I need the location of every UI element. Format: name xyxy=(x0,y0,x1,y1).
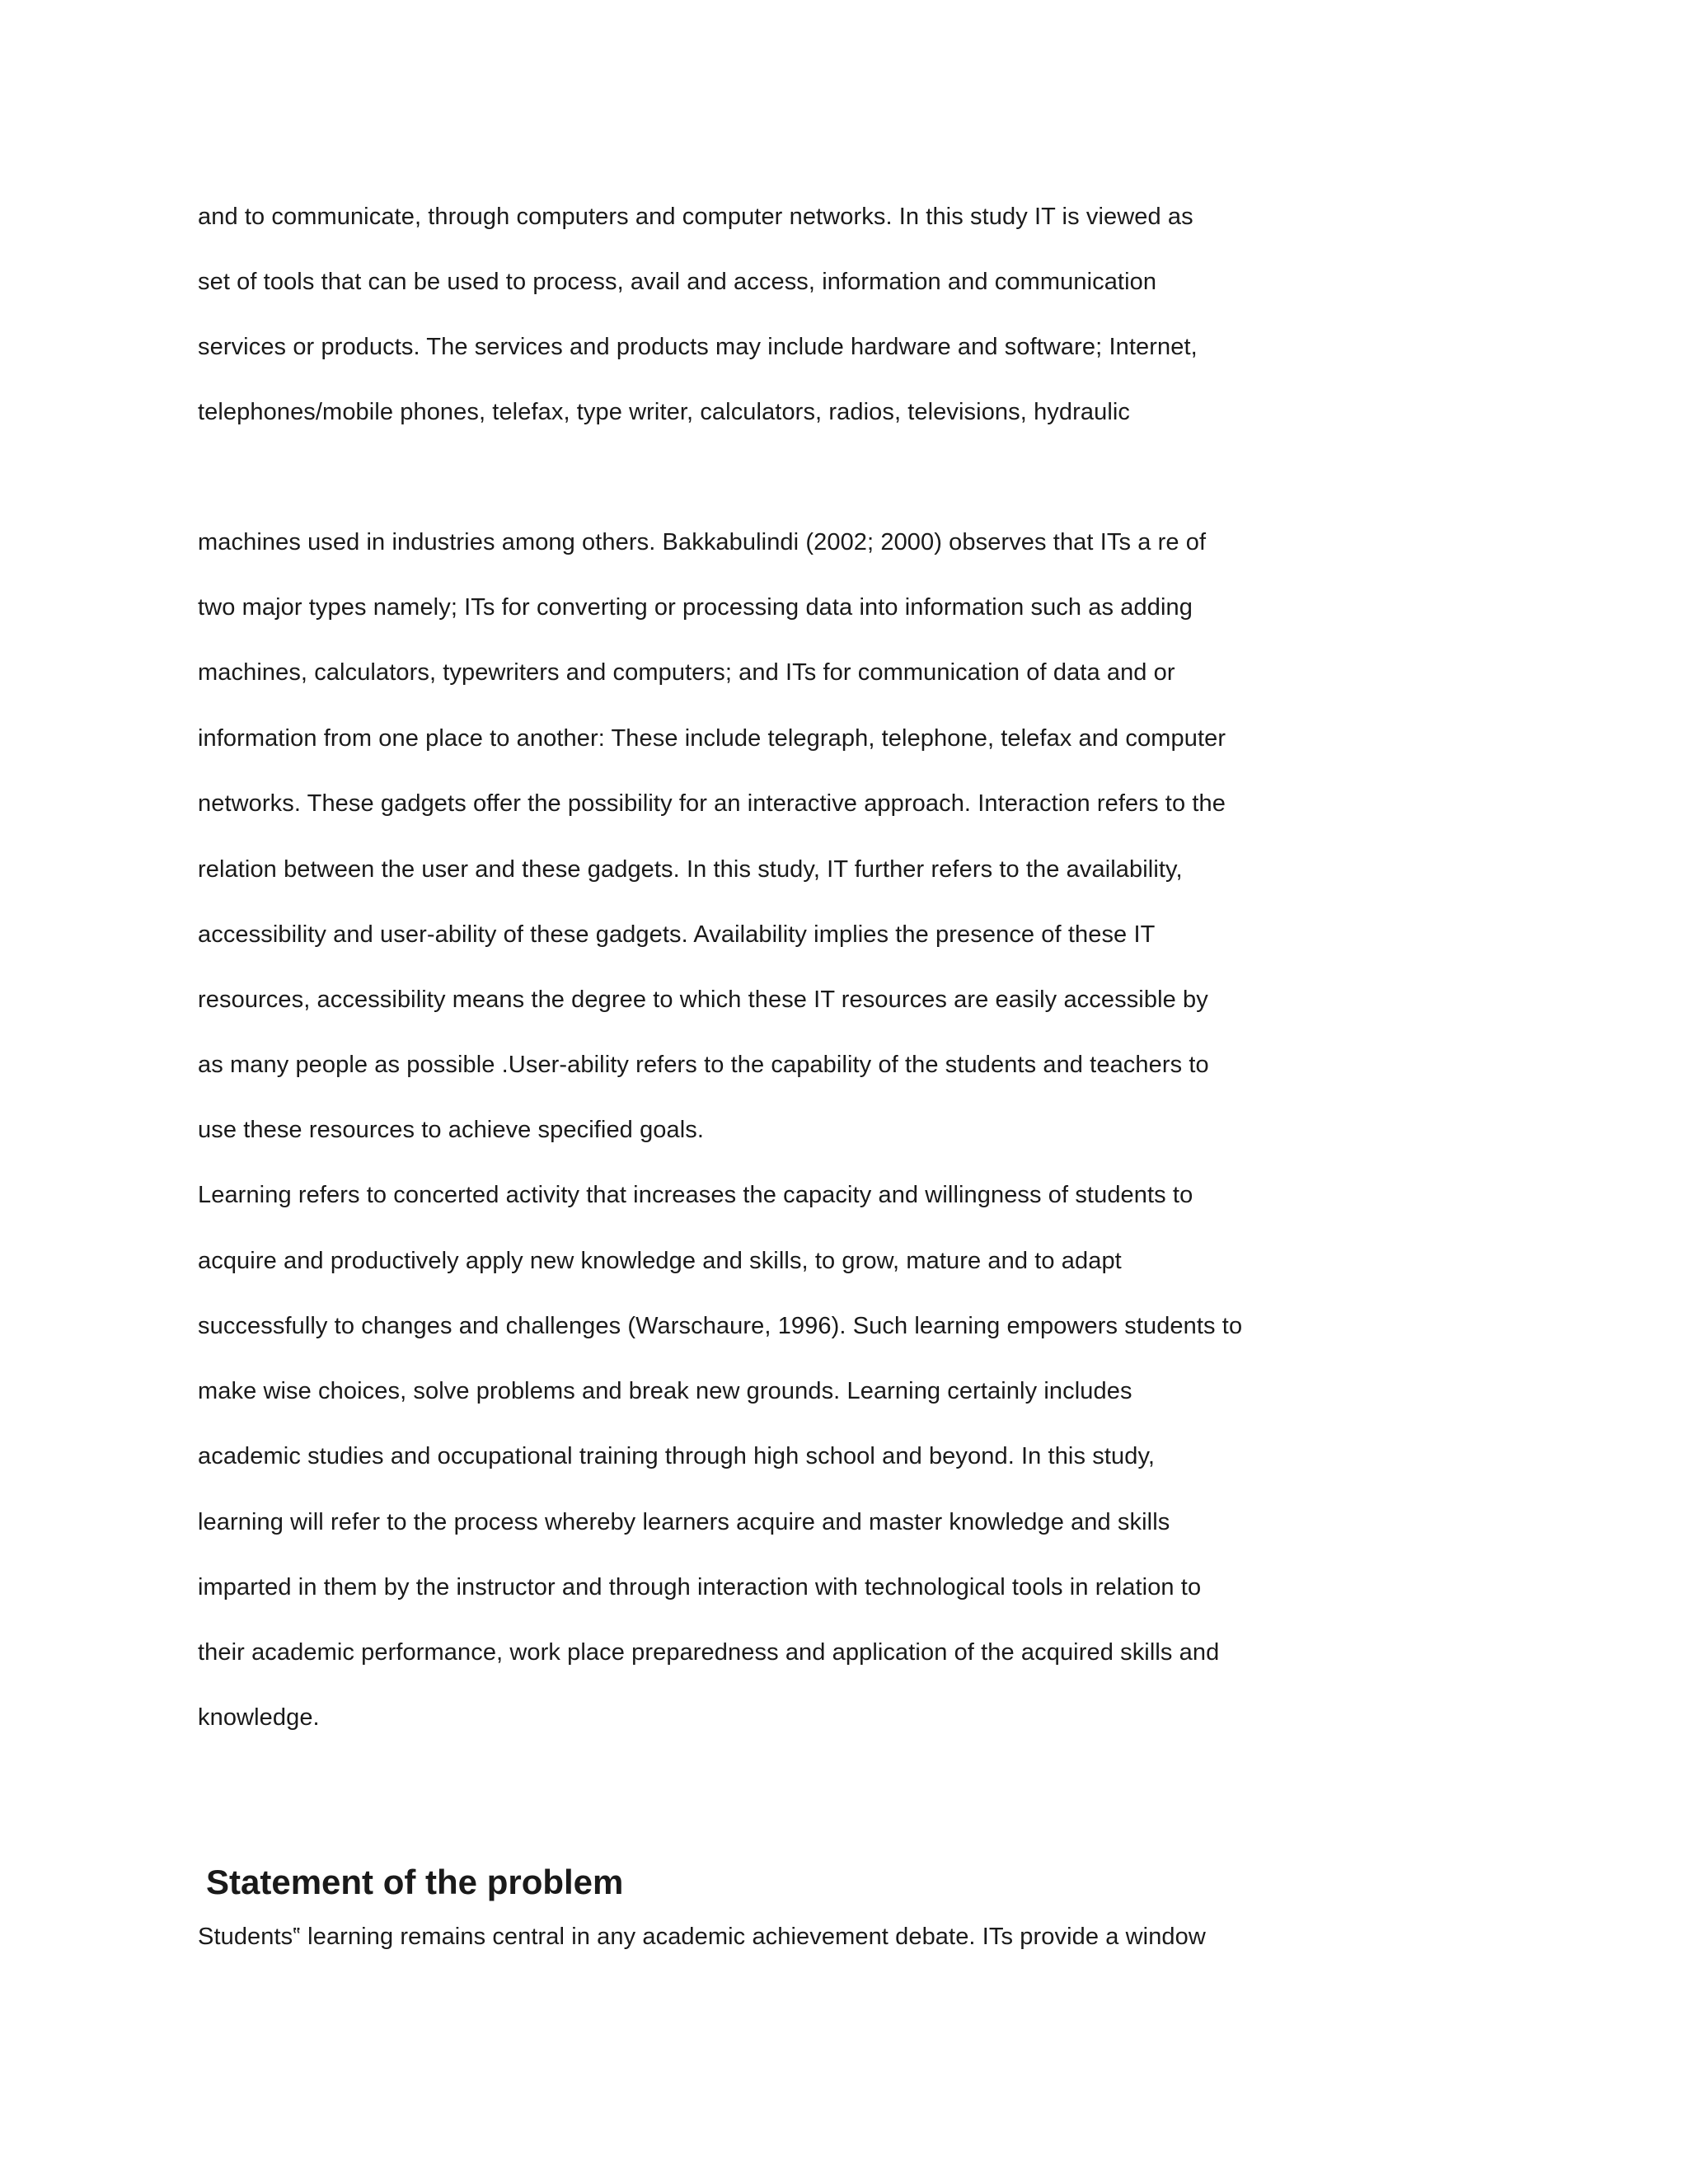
text-line: telephones/mobile phones, telefax, type writer, calculators, radios, televisions, hydraulic xyxy=(198,399,1131,425)
text-line: information from one place to another: These include telegraph, telephone, telefax and computer xyxy=(198,725,1226,752)
text-line: imparted in them by the instructor and through interaction with technological tools in relation to xyxy=(198,1574,1202,1601)
text-line: machines, calculators, typewriters and computers; and ITs for communication of data and or xyxy=(198,659,1175,686)
text-line: acquire and productively apply new knowledge and skills, to grow, mature and to adapt xyxy=(198,1248,1122,1274)
text-line: their academic performance, work place preparedness and application of the acquired skills and xyxy=(198,1639,1220,1666)
text-line: and to communicate, through computers and computer networks. In this study IT is viewed as xyxy=(198,204,1193,230)
text-line: relation between the user and these gadgets. In this study, IT further refers to the availability, xyxy=(198,856,1183,883)
text-line: as many people as possible .User-ability refers to the capability of the students and teachers to xyxy=(198,1052,1209,1078)
text-line: use these resources to achieve specified goals. xyxy=(198,1117,705,1143)
text-line: resources, accessibility means the degree to which these IT resources are easily accessible by xyxy=(198,987,1208,1013)
text-line: knowledge. xyxy=(198,1704,320,1731)
text-line: learning will refer to the process whereby learners acquire and master knowledge and skills xyxy=(198,1509,1170,1535)
text-line: networks. These gadgets offer the possibility for an interactive approach. Interaction refers to the xyxy=(198,790,1226,817)
text-line: Learning refers to concerted activity that increases the capacity and willingness of students to xyxy=(198,1182,1193,1208)
text-line: make wise choices, solve problems and break new grounds. Learning certainly includes xyxy=(198,1378,1132,1404)
text-line: services or products. The services and products may include hardware and software; Internet, xyxy=(198,334,1198,360)
text-line: academic studies and occupational training through high school and beyond. In this study, xyxy=(198,1443,1156,1469)
text-line: successfully to changes and challenges (Warschaure, 1996). Such learning empowers students to xyxy=(198,1313,1243,1339)
text-line: two major types namely; ITs for converting or processing data into information such as adding xyxy=(198,594,1193,621)
section-heading: Statement of the problem xyxy=(206,1863,624,1901)
text-line: machines used in industries among others. Bakkabulindi (2002; 2000) observes that ITs a re of xyxy=(198,529,1207,555)
text-line: Students‟ learning remains central in any academic achievement debate. ITs provide a window xyxy=(198,1924,1206,1950)
text-line: set of tools that can be used to process, avail and access, information and communication xyxy=(198,269,1157,295)
text-line: accessibility and user-ability of these gadgets. Availability implies the presence of these IT xyxy=(198,921,1156,948)
